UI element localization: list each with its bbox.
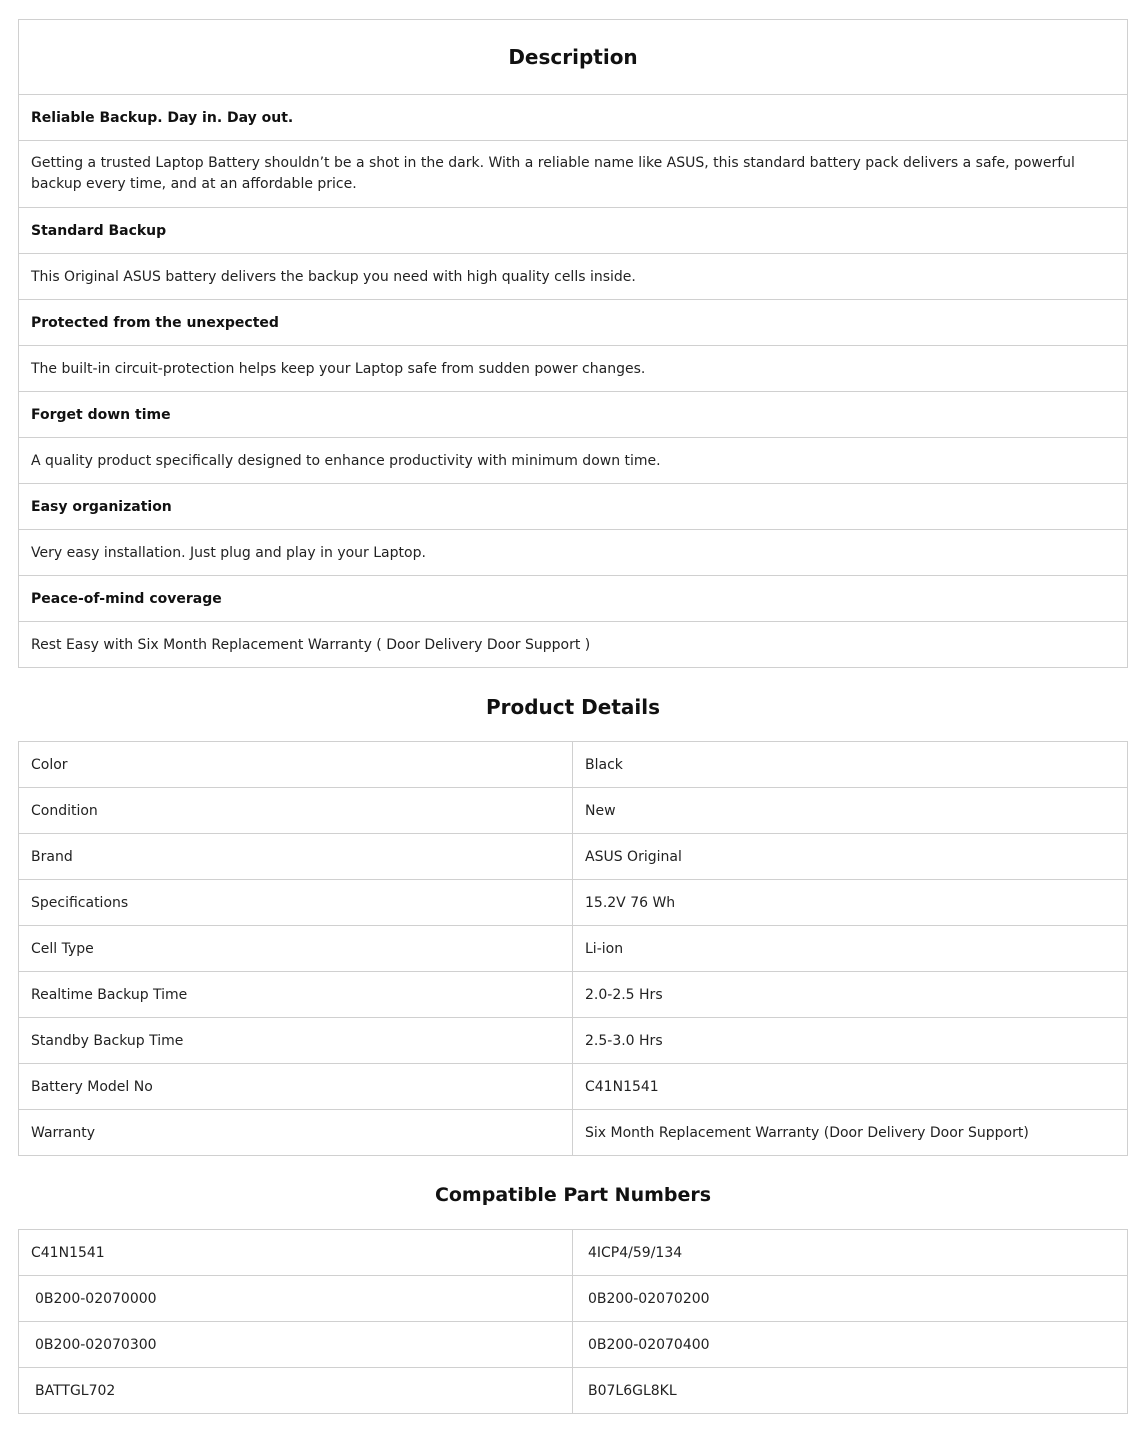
- detail-label: Cell Type: [19, 926, 573, 972]
- product-details-title: Product Details: [485, 695, 661, 719]
- detail-value: 15.2V 76 Wh: [573, 880, 1128, 926]
- detail-value: 2.5-3.0 Hrs: [573, 1018, 1128, 1064]
- table-row: [19, 1064, 1128, 1110]
- table-row: [19, 1368, 1128, 1414]
- table-row: [19, 1018, 1128, 1064]
- part-number: B07L6GL8KL: [573, 1368, 1128, 1414]
- description-row: [19, 392, 1128, 438]
- detail-value: ASUS Original: [573, 834, 1128, 880]
- description-heading: Peace-of-mind coverage: [19, 576, 1128, 622]
- description-row: [19, 346, 1128, 392]
- description-text: Rest Easy with Six Month Replacement Warranty ( Door Delivery Door Support ): [19, 622, 1128, 668]
- description-heading: Standard Backup: [19, 208, 1128, 254]
- part-number: 4ICP4/59/134: [573, 1230, 1128, 1276]
- detail-label: Standby Backup Time: [19, 1018, 573, 1064]
- detail-value: New: [573, 788, 1128, 834]
- part-number: 0B200-02070400: [573, 1322, 1128, 1368]
- detail-label: Warranty: [19, 1110, 573, 1156]
- table-row: [19, 1230, 1128, 1276]
- table-row: [19, 788, 1128, 834]
- description-row: [19, 530, 1128, 576]
- description-row: [19, 141, 1128, 208]
- detail-value: C41N1541: [573, 1064, 1128, 1110]
- detail-label: Color: [19, 742, 573, 788]
- description-text: A quality product specifically designed to enhance productivity with minimum down time.: [19, 438, 1128, 484]
- detail-label: Realtime Backup Time: [19, 972, 573, 1018]
- description-row: [19, 208, 1128, 254]
- compatible-parts-table: [18, 1229, 1128, 1414]
- detail-value: Black: [573, 742, 1128, 788]
- product-details-table: [18, 741, 1128, 1156]
- part-number: 0B200-02070200: [573, 1276, 1128, 1322]
- table-row: [19, 1276, 1128, 1322]
- detail-label: Brand: [19, 834, 573, 880]
- description-row: [19, 576, 1128, 622]
- table-row: [19, 926, 1128, 972]
- description-row: [19, 254, 1128, 300]
- description-row: [19, 622, 1128, 668]
- table-row: [19, 742, 1128, 788]
- description-title: Description: [19, 20, 1128, 95]
- description-row: [19, 438, 1128, 484]
- description-heading: Easy organization: [19, 484, 1128, 530]
- table-row: [19, 834, 1128, 880]
- detail-value: Six Month Replacement Warranty (Door Delivery Door Support): [573, 1110, 1128, 1156]
- description-row: [19, 300, 1128, 346]
- description-text: Getting a trusted Laptop Battery shouldn’t be a shot in the dark. With a reliable name like ASUS, this standard battery pack delivers a safe, powerful backup every time, and at an affordable price.: [19, 141, 1128, 208]
- description-text: Very easy installation. Just plug and play in your Laptop.: [19, 530, 1128, 576]
- description-text: The built-in circuit-protection helps keep your Laptop safe from sudden power changes.: [19, 346, 1128, 392]
- part-number: BATTGL702: [19, 1368, 573, 1414]
- detail-value: Li-ion: [573, 926, 1128, 972]
- part-number: C41N1541: [19, 1230, 573, 1276]
- description-heading: Reliable Backup. Day in. Day out.: [19, 95, 1128, 141]
- description-heading: Protected from the unexpected: [19, 300, 1128, 346]
- description-row: [19, 95, 1128, 141]
- description-table: [18, 19, 1128, 668]
- table-row: [19, 880, 1128, 926]
- detail-label: Specifications: [19, 880, 573, 926]
- table-row: [19, 1110, 1128, 1156]
- page-content: [18, 19, 1128, 1414]
- table-row: [19, 1322, 1128, 1368]
- table-row: [19, 972, 1128, 1018]
- detail-value: 2.0-2.5 Hrs: [573, 972, 1128, 1018]
- compatible-parts-title: Compatible Part Numbers: [434, 1184, 712, 1206]
- description-text: This Original ASUS battery delivers the backup you need with high quality cells inside.: [19, 254, 1128, 300]
- part-number: 0B200-02070000: [19, 1276, 573, 1322]
- part-number: 0B200-02070300: [19, 1322, 573, 1368]
- description-row: [19, 484, 1128, 530]
- detail-label: Condition: [19, 788, 573, 834]
- detail-label: Battery Model No: [19, 1064, 573, 1110]
- description-heading: Forget down time: [19, 392, 1128, 438]
